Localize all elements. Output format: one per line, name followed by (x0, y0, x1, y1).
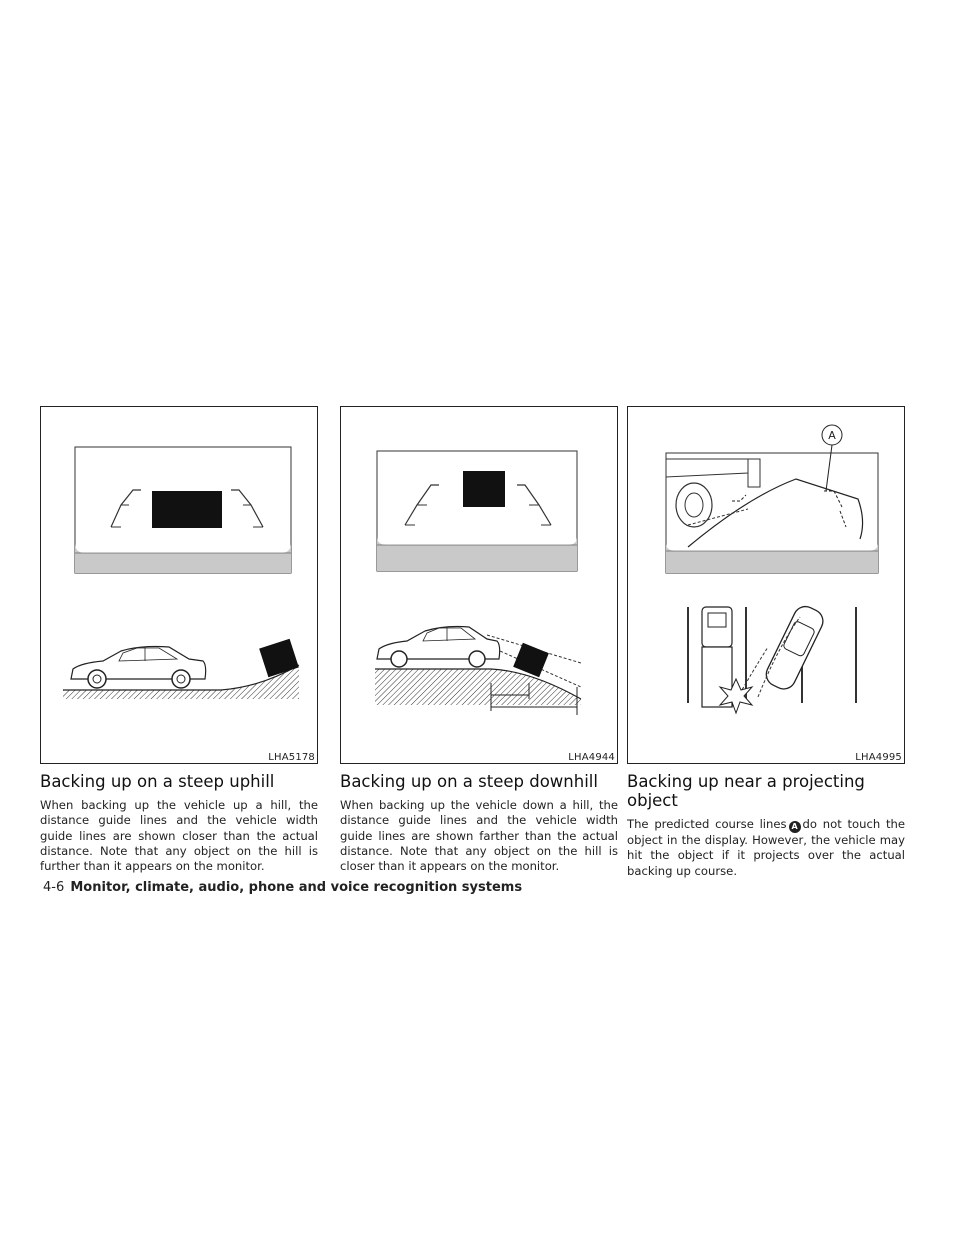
projecting-object-illustration (628, 407, 904, 763)
section-heading: Backing up on a steep downhill (340, 772, 598, 791)
figure-code: LHA5178 (268, 752, 315, 763)
figure-code: LHA4944 (568, 752, 615, 763)
figure-downhill (340, 406, 618, 764)
section-body: When backing up the vehicle up a hill, the distance guide lines and the vehicle width guide lines are shown closer than the actual distance. Note that any object on the hill is further than it appears on the monitor. (40, 798, 318, 874)
body-after: do not touch the object in the display. However, the vehicle may hit the object if it projects over the actual backing up course. (627, 817, 905, 878)
section-heading: Backing up on a steep uphill (40, 772, 275, 791)
section-heading: Backing up near a projecting object (627, 772, 865, 810)
figure-uphill (40, 406, 318, 764)
page-number: 4-6 (43, 880, 65, 895)
figure-code: LHA4995 (855, 752, 902, 763)
section-projecting-object (627, 406, 905, 879)
body-before: The predicted course lines (627, 817, 787, 831)
callout-a: A (828, 429, 836, 442)
page-footer (43, 880, 522, 895)
uphill-illustration (41, 407, 317, 763)
section-title: Monitor, climate, audio, phone and voice recognition systems (70, 880, 523, 895)
callout-marker: A (789, 821, 801, 833)
section-uphill (40, 406, 318, 874)
section-body: When backing up the vehicle down a hill, the distance guide lines and the vehicle width guide lines are shown farther than the actual distance. Note that any object on the hill is closer than it appears on the monitor. (340, 798, 618, 874)
figure-projecting-object (627, 406, 905, 764)
section-body (627, 817, 905, 879)
downhill-illustration (341, 407, 617, 763)
section-downhill (340, 406, 618, 874)
